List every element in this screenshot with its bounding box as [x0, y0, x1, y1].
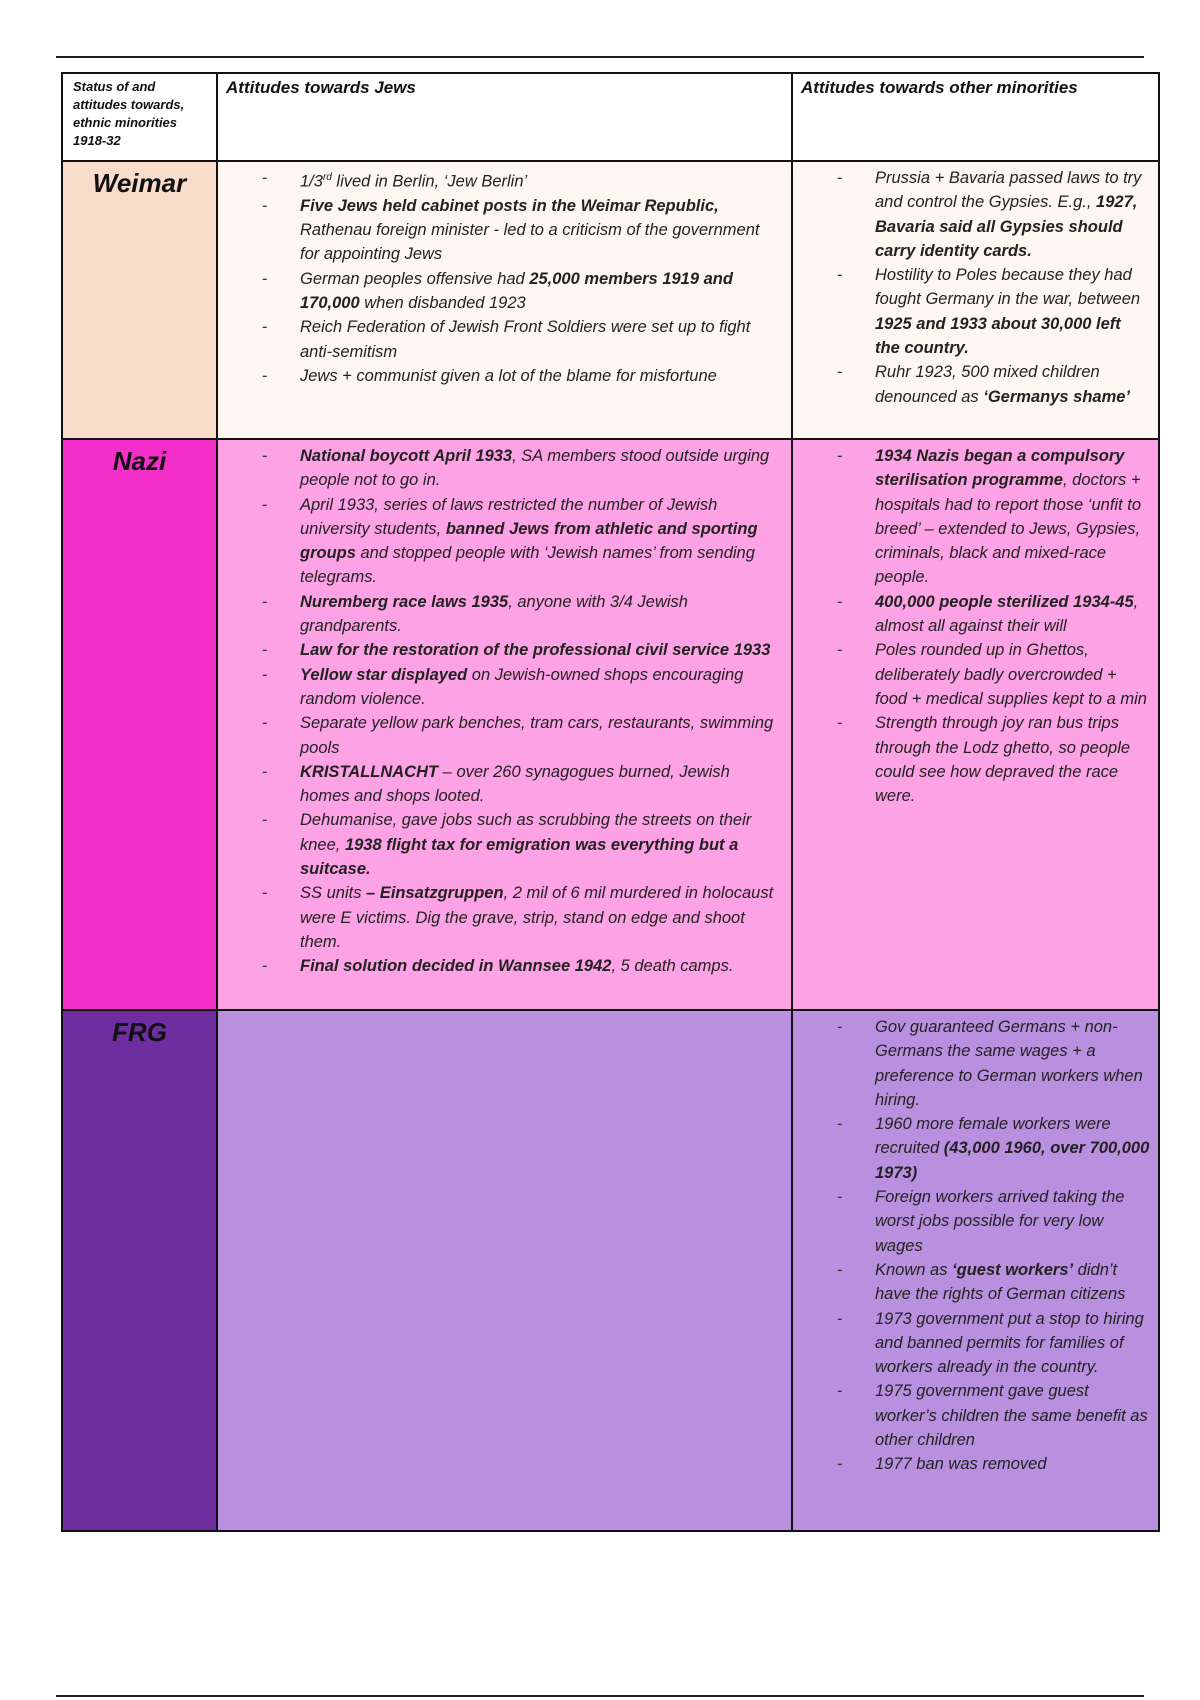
header-row — [62, 73, 1159, 161]
header-jews: Attitudes towards Jews — [217, 73, 792, 161]
list-item: - 1/3rd lived in Berlin, ‘Jew Berlin’ — [218, 166, 781, 194]
top-rule — [56, 56, 1144, 58]
list-item: - 1973 government put a stop to hiring and banned permits for families of workers already in the country. — [793, 1307, 1150, 1380]
list-item: - Five Jews held cabinet posts in the Weimar Republic, Rathenau foreign minister - led to a criticism of the government for appointing Jews — [218, 194, 781, 267]
list-item: - Prussia + Bavaria passed laws to try and control the Gypsies. E.g., 1927, Bavaria said all Gypsies should carry identity cards. — [793, 166, 1150, 263]
row-nazi — [62, 439, 1159, 1010]
list-item: - Law for the restoration of the professional civil service 1933 — [218, 638, 781, 662]
list-item: - SS units – Einsatzgruppen, 2 mil of 6 mil murdered in holocaust were E victims. Dig the grave, strip, stand on edge and shoot them. — [218, 881, 781, 954]
frg-other-cell — [792, 1010, 1159, 1531]
row-weimar — [62, 161, 1159, 439]
era-frg: FRG — [62, 1010, 217, 1531]
list-item: - Ruhr 1923, 500 mixed children denounced as ‘Germanys shame’ — [793, 360, 1150, 409]
list-item: - Known as ‘guest workers’ didn’t have the rights of German citizens — [793, 1258, 1150, 1307]
list-item: - National boycott April 1933, SA members stood outside urging people not to go in. — [218, 444, 781, 493]
header-status-line1: Status of and — [73, 79, 156, 94]
list-item: - Dehumanise, gave jobs such as scrubbing the streets on their knee, 1938 flight tax for emigration was everything but a suitcase. — [218, 808, 781, 881]
list-item: - Final solution decided in Wannsee 1942, 5 death camps. — [218, 954, 781, 978]
list-item: - 1977 ban was removed — [793, 1452, 1150, 1476]
list-item: - 1934 Nazis began a compulsory sterilisation programme, doctors + hospitals had to report those ‘unfit to breed’ – extended to Jews, Gypsies, criminals, black and mixed-race people. — [793, 444, 1150, 590]
header-status — [62, 73, 217, 161]
header-other: Attitudes towards other minorities — [792, 73, 1159, 161]
nazi-other-cell — [792, 439, 1159, 1010]
row-frg — [62, 1010, 1159, 1531]
list-item: - Nuremberg race laws 1935, anyone with 3/4 Jewish grandparents. — [218, 590, 781, 639]
weimar-other-cell — [792, 161, 1159, 439]
list-item: - Strength through joy ran bus trips through the Lodz ghetto, so people could see how depraved the race were. — [793, 711, 1150, 808]
frg-jews-cell — [217, 1010, 792, 1531]
list-item: - 1975 government gave guest worker’s children the same benefit as other children — [793, 1379, 1150, 1452]
list-item: - 400,000 people sterilized 1934-45, almost all against their will — [793, 590, 1150, 639]
era-weimar: Weimar — [62, 161, 217, 439]
list-item: - Gov guaranteed Germans + non-Germans the same wages + a preference to German workers when hiring. — [793, 1015, 1150, 1112]
list-item: - Yellow star displayed on Jewish-owned shops encouraging random violence. — [218, 663, 781, 712]
minorities-table — [61, 72, 1160, 1532]
bottom-rule — [56, 1695, 1144, 1697]
header-status-line2: attitudes towards, — [73, 97, 185, 112]
list-item: - April 1933, series of laws restricted the number of Jewish university students, banned Jews from athletic and sporting groups and stopped people with ‘Jewish names’ from sending telegrams. — [218, 493, 781, 590]
list-item: - Jews + communist given a lot of the blame for misfortune — [218, 364, 781, 388]
list-item: - KRISTALLNACHT – over 260 synagogues burned, Jewish homes and shops looted. — [218, 760, 781, 809]
list-item: - Hostility to Poles because they had fought Germany in the war, between 1925 and 1933 about 30,000 left the country. — [793, 263, 1150, 360]
header-status-line4: 1918-32 — [73, 133, 121, 148]
nazi-jews-cell — [217, 439, 792, 1010]
header-status-line3: ethnic minorities — [73, 115, 178, 130]
list-item: - Foreign workers arrived taking the worst jobs possible for very low wages — [793, 1185, 1150, 1258]
era-nazi: Nazi — [62, 439, 217, 1010]
list-item: - Separate yellow park benches, tram cars, restaurants, swimming pools — [218, 711, 781, 760]
list-item: - German peoples offensive had 25,000 members 1919 and 170,000 when disbanded 1923 — [218, 267, 781, 316]
list-item: - Poles rounded up in Ghettos, deliberately badly overcrowded + food + medical supplies kept to a min — [793, 638, 1150, 711]
list-item: - 1960 more female workers were recruited (43,000 1960, over 700,000 1973) — [793, 1112, 1150, 1185]
weimar-jews-cell — [217, 161, 792, 439]
list-item: - Reich Federation of Jewish Front Soldiers were set up to fight anti-semitism — [218, 315, 781, 364]
